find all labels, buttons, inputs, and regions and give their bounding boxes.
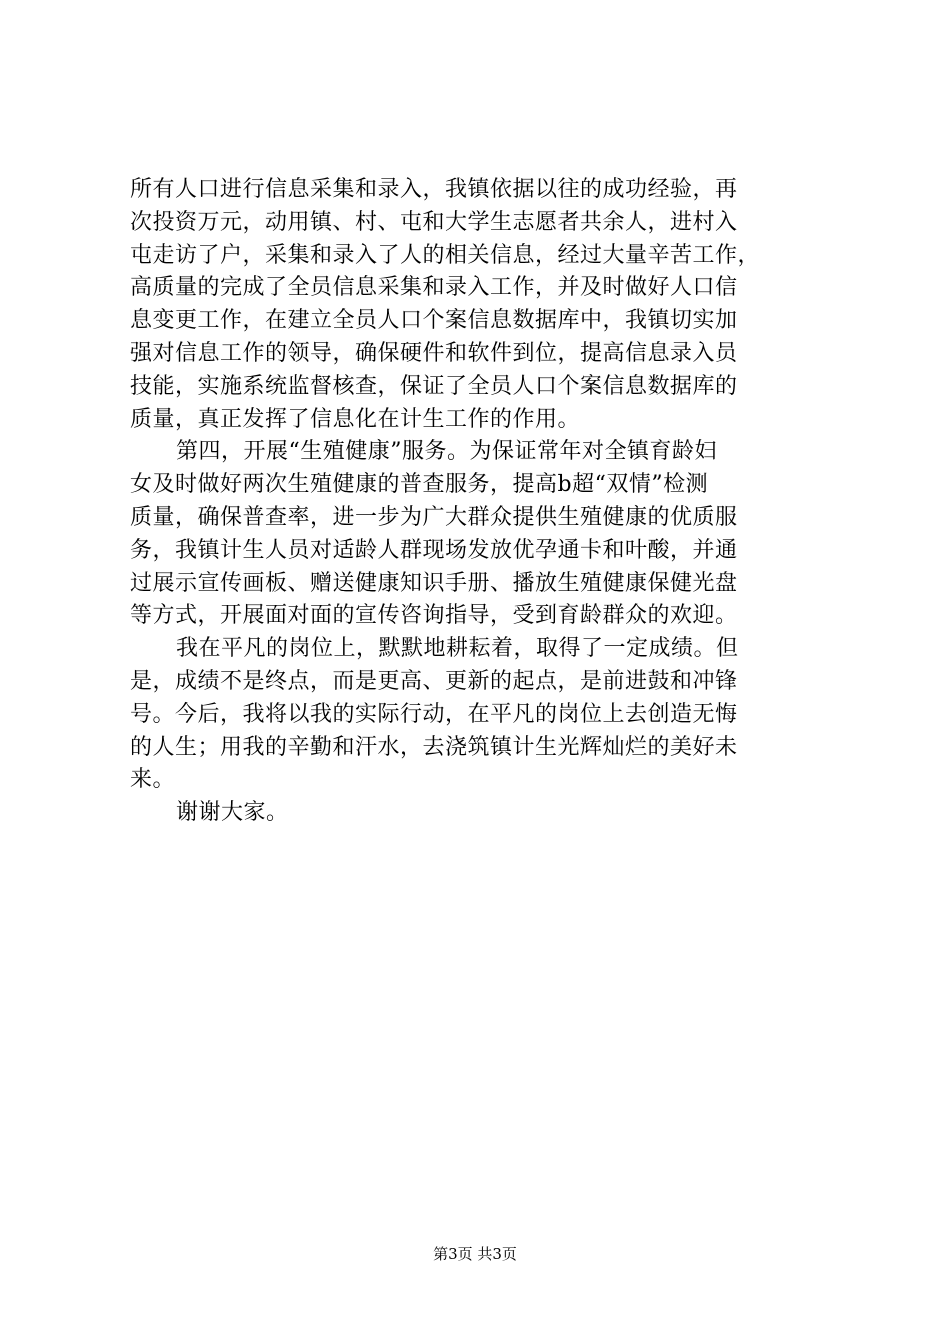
closing-line: 谢谢大家。 — [176, 800, 289, 826]
text-line: 过展示宣传画板、赠送健康知识手册、播放生殖健康保健光盘 — [130, 570, 738, 596]
document-body — [130, 174, 830, 830]
text-line: 等方式，开展面对面的宣传咨询指导，受到育龄群众的欢迎。 — [130, 603, 738, 629]
text-line: 高质量的完成了全员信息采集和录入工作，并及时做好人口信 — [130, 275, 738, 301]
paragraph-start-line: 我在平凡的岗位上，默默地耕耘着，取得了一定成绩。但 — [176, 636, 739, 662]
text-line: 所有人口进行信息采集和录入，我镇依据以往的成功经验，再 — [130, 177, 738, 202]
text-line: 的人生；用我的辛勤和汗水，去浇筑镇计生光辉灿烂的美好未 — [130, 734, 738, 760]
text-line: 次投资万元，动用镇、村、屯和大学生志愿者共余人，进村入 — [130, 209, 738, 235]
paragraph-start-line: 第四，开展“生殖健康”服务。为保证常年对全镇育龄妇 — [176, 439, 717, 465]
text-line: 质量，确保普查率，进一步为广大群众提供生殖健康的优质服 — [130, 504, 738, 530]
page-number-footer: 第3页 共3页 — [433, 1245, 517, 1263]
text-line: 号。今后，我将以我的实际行动，在平凡的岗位上去创造无悔 — [130, 701, 738, 727]
text-line: 质量，真正发挥了信息化在计生工作的作用。 — [130, 406, 581, 432]
text-line: 是，成绩不是终点，而是更高、更新的起点，是前进鼓和冲锋 — [130, 668, 738, 694]
text-line: 来。 — [130, 767, 176, 793]
text-line: 女及时做好两次生殖健康的普查服务，提高b超“双情”检测 — [130, 472, 709, 498]
text-line: 强对信息工作的领导，确保硬件和软件到位，提高信息录入员 — [130, 340, 738, 366]
text-line: 务，我镇计生人员对适龄人群现场发放优孕通卡和叶酸，并通 — [130, 537, 738, 563]
text-line: 息变更工作，在建立全员人口个案信息数据库中，我镇切实加 — [130, 308, 738, 334]
text-line: 屯走访了户，采集和录入了人的相关信息，经过大量辛苦工作， — [130, 242, 761, 268]
text-line: 技能，实施系统监督核查，保证了全员人口个案信息数据库的 — [130, 373, 738, 399]
